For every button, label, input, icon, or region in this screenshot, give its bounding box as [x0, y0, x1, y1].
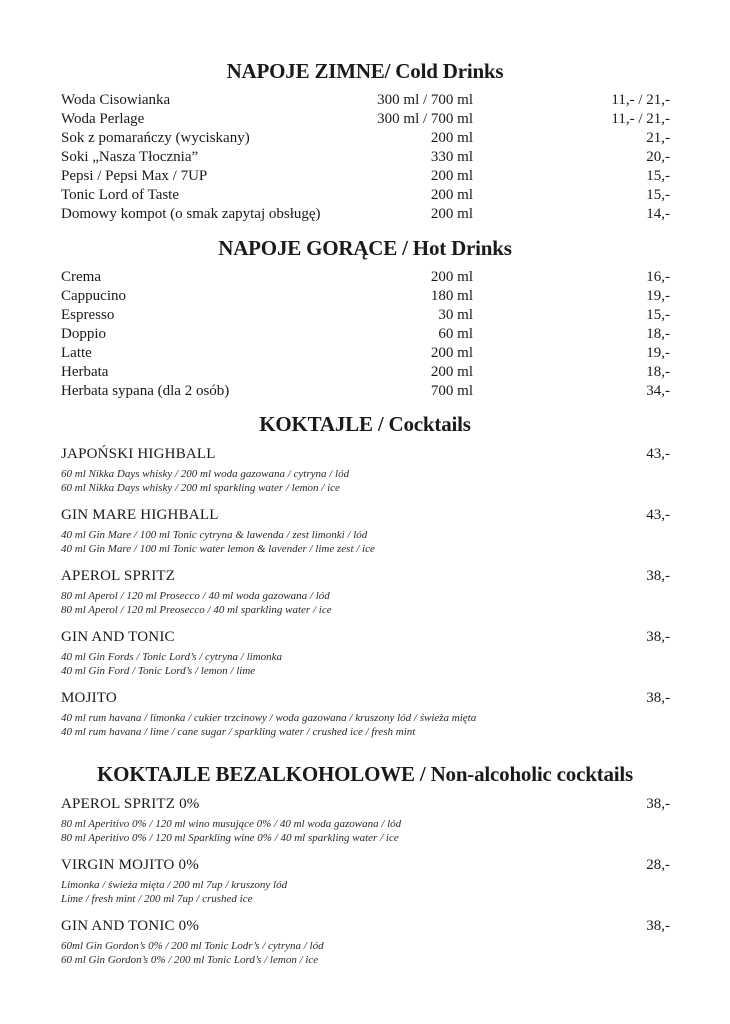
item-volume: 330 ml [430, 149, 473, 165]
hot-drinks-title: NAPOJE GORĄCE / Hot Drinks [218, 236, 512, 260]
cocktail-desc-en: Lime / fresh mint / 200 ml 7up / crushed ice [61, 893, 253, 905]
cocktail-price: 43,- [646, 507, 670, 523]
item-volume: 200 ml [430, 345, 473, 361]
item-name: Doppio [61, 326, 106, 342]
cocktail-name: GIN MARE HIGHBALL [61, 507, 219, 523]
item-volume: 60 ml [438, 326, 473, 342]
item-price: 16,- [646, 269, 670, 285]
cocktail-desc-pl: 40 ml Gin Mare / 100 ml Tonic cytryna & lawenda / zest limonki / lód [61, 529, 368, 541]
menu-row [0, 287, 730, 306]
item-price: 21,- [646, 130, 670, 146]
item-name: Domowy kompot (o smak zapytaj obsługę) [61, 206, 321, 222]
item-name: Pepsi / Pepsi Max / 7UP [61, 168, 208, 184]
cocktail-price: 38,- [646, 796, 670, 812]
item-name: Soki „Nasza Tłocznia” [61, 149, 199, 165]
item-volume: 300 ml / 700 ml [377, 111, 473, 127]
item-volume: 200 ml [430, 187, 473, 203]
cold-drinks-title: NAPOJE ZIMNE/ Cold Drinks [226, 59, 504, 83]
item-name: Herbata sypana (dla 2 osób) [61, 383, 230, 399]
menu-row [0, 268, 730, 287]
menu-row [0, 186, 730, 205]
item-volume: 300 ml / 700 ml [377, 92, 473, 108]
item-name: Espresso [61, 307, 115, 323]
cocktail-desc-en: 40 ml Gin Ford / Tonic Lord’s / lemon / lime [61, 665, 256, 677]
item-price: 11,- / 21,- [611, 111, 670, 127]
item-volume: 30 ml [438, 307, 473, 323]
item-name: Woda Cisowianka [61, 92, 171, 108]
menu-row [0, 325, 730, 344]
cocktails-title: KOKTAJLE / Cocktails [259, 412, 471, 436]
nonalc-cocktails-title: KOKTAJLE BEZALKOHOLOWE / Non-alcoholic cocktails [96, 762, 634, 786]
menu-row [0, 110, 730, 129]
menu-row [0, 306, 730, 325]
cocktail-desc-pl: 60 ml Nikka Days whisky / 200 ml woda gazowana / cytryna / lód [61, 468, 350, 480]
item-volume: 200 ml [430, 364, 473, 380]
cocktail-desc-pl: 40 ml rum havana / limonka / cukier trzcinowy / woda gazowana / kruszony lód / świeża mięta [61, 712, 477, 724]
item-name: Woda Perlage [61, 111, 145, 127]
item-price: 19,- [646, 288, 670, 304]
cocktail-price: 43,- [646, 446, 670, 462]
item-volume: 200 ml [430, 269, 473, 285]
cocktail-price: 38,- [646, 629, 670, 645]
item-price: 14,- [646, 206, 670, 222]
item-volume: 200 ml [430, 130, 473, 146]
cocktail-desc-en: 80 ml Aperitivo 0% / 120 ml Sparkling wine 0% / 40 ml sparkling water / ice [61, 832, 399, 844]
cocktail-desc-en: 80 ml Aperol / 120 ml Preosecco / 40 ml sparkling water / ice [61, 604, 332, 616]
menu-row [0, 167, 730, 186]
cocktail-desc-en: 60 ml Gin Gordon’s 0% / 200 ml Tonic Lord’s / lemon / ice [61, 954, 319, 966]
menu-row [0, 205, 730, 224]
cocktail-name: APEROL SPRITZ [61, 568, 176, 584]
item-name: Herbata [61, 364, 109, 380]
cocktail-name: GIN AND TONIC 0% [61, 918, 200, 934]
cocktail-price: 28,- [646, 857, 670, 873]
item-volume: 180 ml [430, 288, 473, 304]
cocktail-desc-pl: 40 ml Gin Fords / Tonic Lord’s / cytryna / limonka [61, 651, 283, 663]
cocktail-desc-en: 60 ml Nikka Days whisky / 200 ml sparkling water / lemon / ice [61, 482, 340, 494]
item-price: 34,- [646, 383, 670, 399]
item-price: 15,- [646, 307, 670, 323]
item-price: 20,- [646, 149, 670, 165]
item-price: 18,- [646, 364, 670, 380]
menu-row [0, 363, 730, 382]
item-name: Cappucino [61, 288, 126, 304]
cocktail-price: 38,- [646, 690, 670, 706]
item-volume: 200 ml [430, 168, 473, 184]
cocktail-desc-en: 40 ml Gin Mare / 100 ml Tonic water lemon & lavender / lime zest / ice [61, 543, 375, 555]
item-price: 15,- [646, 187, 670, 203]
menu-row [0, 148, 730, 167]
menu-row [0, 344, 730, 363]
item-name: Tonic Lord of Taste [61, 187, 180, 203]
cocktail-name: VIRGIN MOJITO 0% [61, 857, 199, 873]
item-price: 15,- [646, 168, 670, 184]
item-volume: 200 ml [430, 206, 473, 222]
cocktail-price: 38,- [646, 918, 670, 934]
cocktail-desc-pl: 80 ml Aperitivo 0% / 120 ml wino musujące 0% / 40 ml woda gazowana / lód [61, 818, 402, 830]
item-price: 18,- [646, 326, 670, 342]
cocktail-desc-pl: Limonka / świeża mięta / 200 ml 7up / kruszony lód [61, 879, 288, 891]
cocktail-name: MOJITO [61, 690, 117, 706]
menu-row [0, 91, 730, 110]
cocktail-name: JAPOŃSKI HIGHBALL [61, 446, 216, 462]
item-price: 11,- / 21,- [611, 92, 670, 108]
item-volume: 700 ml [430, 383, 473, 399]
cocktail-desc-pl: 80 ml Aperol / 120 ml Prosecco / 40 ml woda gazowana / lód [61, 590, 330, 602]
menu-row [0, 382, 730, 401]
cocktail-desc-pl: 60ml Gin Gordon’s 0% / 200 ml Tonic Lodr’s / cytryna / lód [61, 940, 324, 952]
item-name: Crema [61, 269, 101, 285]
item-price: 19,- [646, 345, 670, 361]
item-name: Latte [61, 345, 92, 361]
cocktail-name: GIN AND TONIC [61, 629, 175, 645]
menu-row [0, 129, 730, 148]
cocktail-price: 38,- [646, 568, 670, 584]
cocktail-name: APEROL SPRITZ 0% [61, 796, 200, 812]
cocktail-desc-en: 40 ml rum havana / lime / cane sugar / sparkling water / crushed ice / fresh mint [61, 726, 416, 738]
item-name: Sok z pomarańczy (wyciskany) [61, 130, 250, 146]
